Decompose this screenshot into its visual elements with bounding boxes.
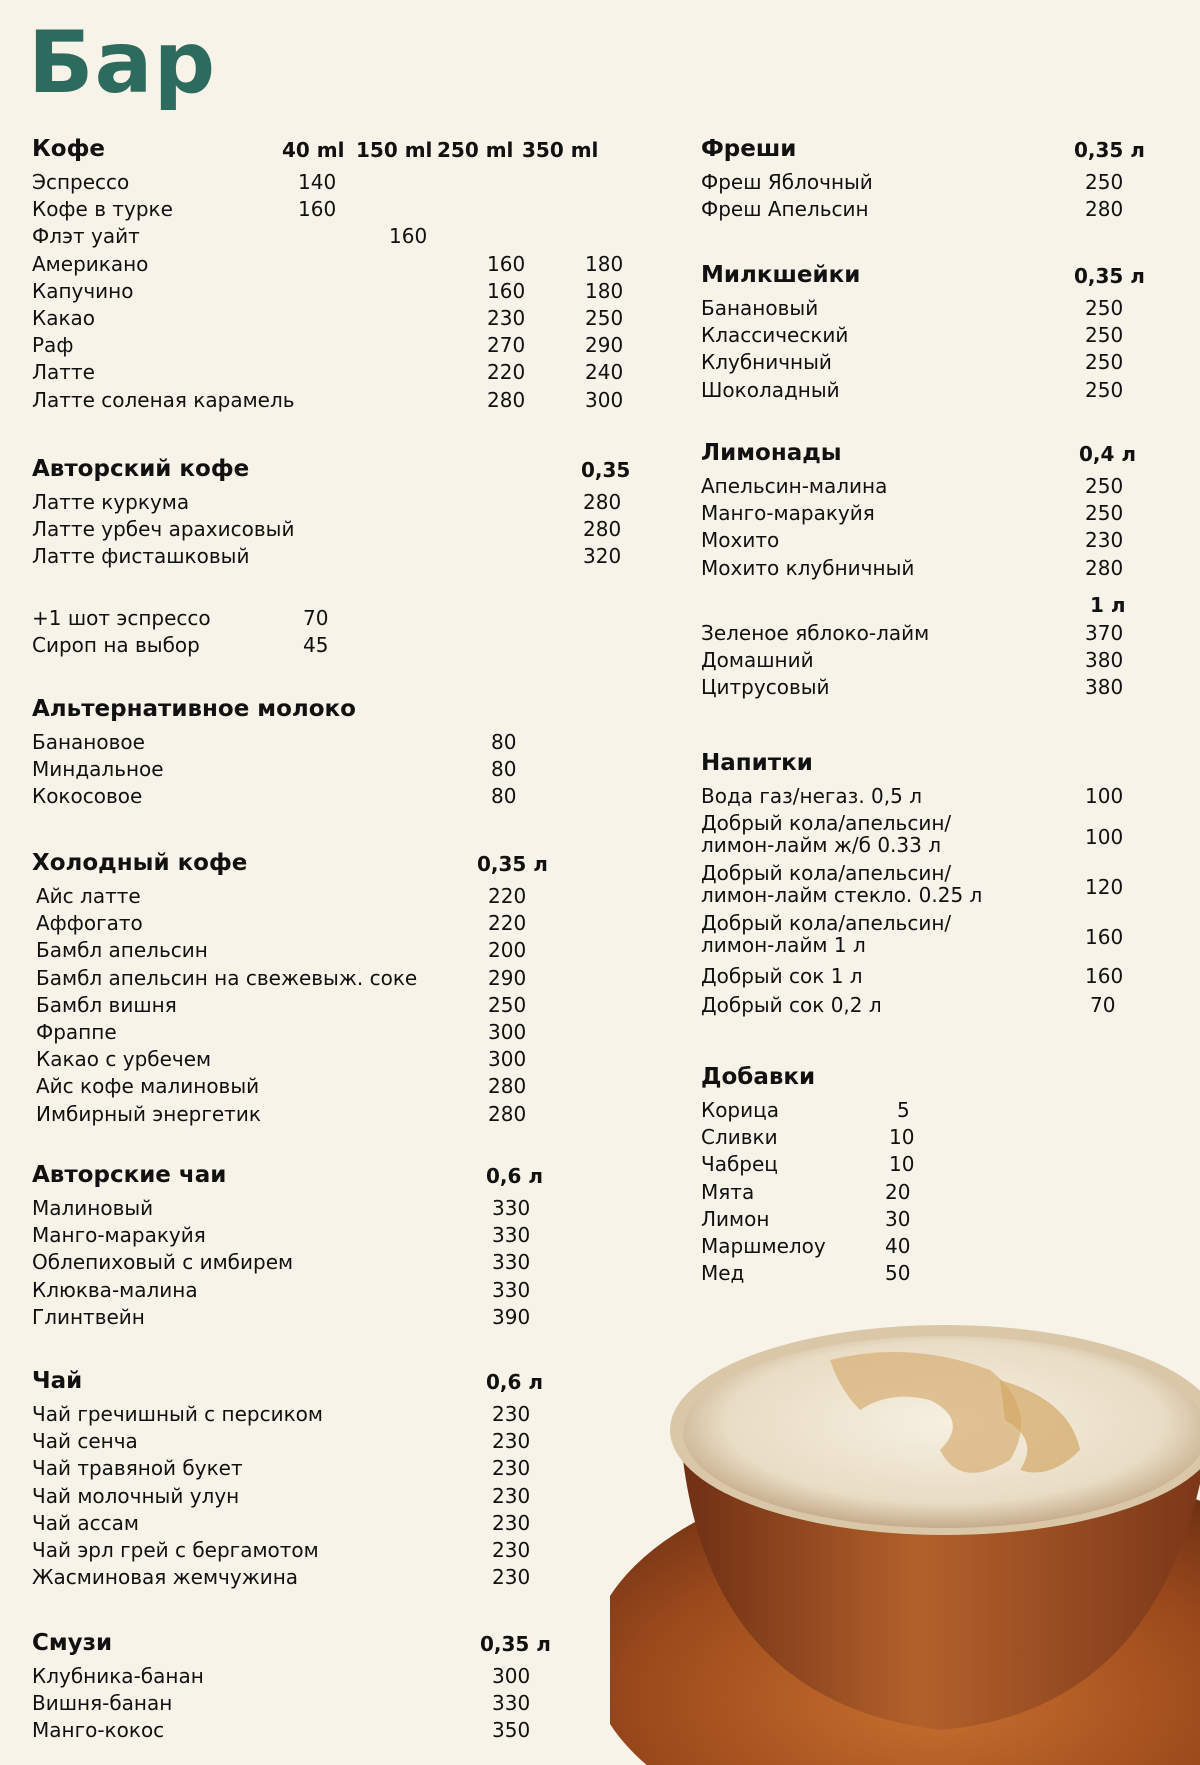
item-price: 250 xyxy=(1085,474,1124,498)
item-price: 280 xyxy=(583,490,622,514)
item-price: 300 xyxy=(492,1664,531,1688)
list-item xyxy=(32,909,632,936)
list-item xyxy=(701,1178,1001,1205)
list-item xyxy=(32,542,632,569)
item-price: 330 xyxy=(492,1196,531,1220)
price-40: 160 xyxy=(298,197,337,222)
item-name: Вишня-банан xyxy=(32,1691,173,1716)
list-item xyxy=(701,168,1171,195)
list-item xyxy=(701,348,1171,375)
item-name: Чай молочный улун xyxy=(32,1483,240,1508)
section-header xyxy=(701,436,1171,472)
item-name: Жасминовая жемчужина xyxy=(32,1565,299,1590)
list-item xyxy=(32,991,632,1018)
price-350: 180 xyxy=(585,251,624,276)
item-price: 20 xyxy=(885,1179,911,1204)
section-header xyxy=(32,452,632,488)
item-name: Капучино xyxy=(32,278,134,303)
section-title: Авторский кофе xyxy=(32,456,250,482)
list-item xyxy=(701,1096,1001,1123)
list-item xyxy=(32,604,432,631)
item-name: Фраппе xyxy=(36,1019,117,1044)
price-350: 250 xyxy=(585,305,624,330)
item-name: Бамбл апельсин на свежевыж. соке xyxy=(36,965,418,990)
item-name: Клубничный xyxy=(701,350,832,375)
section-size: 0,6 л xyxy=(486,1370,544,1394)
item-name: Айс кофе малиновый xyxy=(36,1074,260,1099)
item-price: 200 xyxy=(488,938,527,963)
list-item xyxy=(32,631,432,658)
item-name-line2: лимон-лайм ж/б 0.33 л xyxy=(701,833,941,857)
list-item xyxy=(32,964,632,991)
item-name: Кофе в турке xyxy=(32,197,173,222)
section-fresh xyxy=(701,132,1171,222)
item-price: 120 xyxy=(1085,875,1124,899)
item-price: 250 xyxy=(1085,296,1124,320)
list-item xyxy=(701,472,1171,499)
list-item xyxy=(32,1563,632,1590)
list-item xyxy=(32,1045,632,1072)
item-price: 370 xyxy=(1085,620,1124,645)
item-price: 230 xyxy=(492,1483,531,1508)
item-price: 280 xyxy=(1085,197,1124,222)
item-price: 250 xyxy=(488,992,527,1017)
item-price: 230 xyxy=(492,1429,531,1454)
list-item xyxy=(32,1716,632,1743)
item-name: Имбирный энергетик xyxy=(36,1101,261,1126)
item-price: 300 xyxy=(488,1047,527,1072)
item-price: 70 xyxy=(1090,993,1116,1017)
item-name: Шоколадный xyxy=(701,377,840,402)
list-item xyxy=(701,1232,1001,1259)
section-size: 0,35 xyxy=(581,458,631,482)
list-item xyxy=(701,554,1171,581)
list-item xyxy=(701,862,1171,912)
item-name-line2: лимон-лайм стекло. 0.25 л xyxy=(701,883,983,907)
item-name: Клубника-банан xyxy=(32,1664,204,1688)
list-item xyxy=(701,646,1171,673)
section-alt-milk xyxy=(32,692,632,810)
item-name-line1: Добрый кола/апельсин/ xyxy=(701,861,952,885)
item-price: 80 xyxy=(491,784,517,809)
list-item xyxy=(701,991,1171,1020)
section-smoothies xyxy=(32,1626,632,1744)
item-name: Облепиховый с имбирем xyxy=(32,1250,294,1275)
item-price: 10 xyxy=(889,1125,915,1150)
section-header xyxy=(701,258,1171,294)
item-name: Мята xyxy=(701,1179,755,1204)
section-title: Лимонады xyxy=(701,440,842,466)
list-item xyxy=(701,321,1171,348)
item-name-line1: Добрый кола/апельсин/ xyxy=(701,911,952,935)
section-header xyxy=(701,1060,1001,1096)
item-name: Чай эрл грей с бергамотом xyxy=(32,1537,319,1562)
section-size: 0,35 л xyxy=(1074,138,1145,162)
list-item xyxy=(32,1276,632,1303)
section-size: 0,4 л xyxy=(1079,442,1137,466)
section-title: Добавки xyxy=(701,1064,816,1090)
item-price: 230 xyxy=(492,1510,531,1535)
section-title: Чай xyxy=(32,1368,83,1394)
item-name: Мед xyxy=(701,1261,745,1286)
section-extras xyxy=(32,604,432,658)
list-item xyxy=(701,812,1171,862)
list-item xyxy=(32,250,632,277)
item-price: 70 xyxy=(303,606,329,630)
list-item xyxy=(701,195,1171,222)
list-item xyxy=(701,962,1171,991)
item-price: 80 xyxy=(491,757,517,782)
item-price: 220 xyxy=(488,884,527,908)
list-item xyxy=(32,515,632,542)
list-item xyxy=(32,1248,632,1275)
list-item xyxy=(32,1536,632,1563)
item-name: Латте куркума xyxy=(32,490,190,514)
list-item xyxy=(32,1303,632,1330)
list-item xyxy=(32,728,632,755)
item-price: 380 xyxy=(1085,675,1124,700)
list-item xyxy=(701,782,1171,812)
item-name: Чай гречишный с персиком xyxy=(32,1402,323,1426)
item-price: 50 xyxy=(885,1261,911,1286)
item-price: 80 xyxy=(491,730,517,754)
item-name: Фреш Апельсин xyxy=(701,197,869,222)
item-name xyxy=(701,912,951,956)
item-price: 280 xyxy=(488,1074,527,1099)
list-item xyxy=(701,499,1171,526)
section-size: 0,35 л xyxy=(1074,264,1145,288)
size-40ml: 40 ml xyxy=(282,138,345,162)
section-header xyxy=(32,846,632,882)
item-price: 380 xyxy=(1085,647,1124,672)
section-coffee xyxy=(32,132,632,413)
list-item xyxy=(32,755,632,782)
section-lemonades xyxy=(701,436,1171,700)
list-item xyxy=(701,912,1171,962)
item-name: Маршмелоу xyxy=(701,1233,826,1258)
section-title: Кофе xyxy=(32,136,106,162)
list-item xyxy=(32,304,632,331)
item-name: Айс латте xyxy=(36,884,141,908)
item-price: 100 xyxy=(1085,825,1124,849)
price-250: 160 xyxy=(487,251,526,276)
item-name xyxy=(701,862,982,906)
item-name xyxy=(701,812,951,856)
item-price: 350 xyxy=(492,1718,531,1743)
item-price: 220 xyxy=(488,911,527,936)
item-name: Манго-маракуйя xyxy=(32,1223,206,1248)
item-price: 320 xyxy=(583,544,622,569)
item-price: 10 xyxy=(889,1152,915,1177)
item-price: 330 xyxy=(492,1277,531,1302)
item-name: Добрый сок 1 л xyxy=(701,964,863,988)
item-price: 280 xyxy=(488,1101,527,1126)
item-name: Банановый xyxy=(701,296,819,320)
item-name: Какао с урбечем xyxy=(36,1047,212,1072)
section-title: Холодный кофе xyxy=(32,850,248,876)
list-item xyxy=(32,195,632,222)
list-item xyxy=(32,222,632,249)
price-250: 220 xyxy=(487,360,526,385)
section-title: Напитки xyxy=(701,750,813,776)
list-item xyxy=(32,1427,632,1454)
item-price: 40 xyxy=(885,1233,911,1258)
list-item xyxy=(32,1689,632,1716)
list-item xyxy=(701,1259,1001,1286)
item-name: Эспрессо xyxy=(32,170,130,194)
item-name: Сливки xyxy=(701,1125,778,1150)
item-price: 280 xyxy=(583,517,622,542)
item-price: 230 xyxy=(492,1565,531,1590)
item-name: Апельсин-малина xyxy=(701,474,888,498)
item-name: Бамбл вишня xyxy=(36,992,177,1017)
price-150: 160 xyxy=(389,224,428,249)
list-item xyxy=(32,1454,632,1481)
section-size: 0,35 л xyxy=(480,1632,551,1656)
item-name: Миндальное xyxy=(32,757,164,782)
section-header xyxy=(32,1158,632,1194)
list-item xyxy=(701,1150,1001,1177)
section-cold-coffee xyxy=(32,846,632,1127)
item-name: Манго-кокос xyxy=(32,1718,165,1743)
item-price: 280 xyxy=(1085,555,1124,580)
item-name: Латте xyxy=(32,360,95,385)
section-header xyxy=(32,1626,632,1662)
list-item xyxy=(701,673,1171,700)
item-price: 390 xyxy=(492,1304,531,1329)
list-item xyxy=(32,1482,632,1509)
list-item xyxy=(32,882,632,909)
item-price: 330 xyxy=(492,1250,531,1275)
item-price: 250 xyxy=(1085,501,1124,526)
item-name: Мохито клубничный xyxy=(701,555,915,580)
item-name: Домашний xyxy=(701,647,814,672)
size-350ml: 350 ml xyxy=(522,138,599,162)
page-title: Бар xyxy=(28,13,217,113)
item-name: Зеленое яблоко-лайм xyxy=(701,620,930,645)
item-name: Мохито xyxy=(701,528,780,553)
section-size: 0,6 л xyxy=(486,1164,544,1188)
item-price: 100 xyxy=(1085,784,1124,808)
item-price: 250 xyxy=(1085,377,1124,402)
item-name: Чай ассам xyxy=(32,1510,139,1535)
list-item xyxy=(32,1194,632,1221)
section-tea xyxy=(32,1364,632,1590)
list-item xyxy=(701,526,1171,553)
list-item xyxy=(32,277,632,304)
item-price: 300 xyxy=(488,1019,527,1044)
item-name: Чай травяной букет xyxy=(32,1456,243,1481)
section-title: Авторские чаи xyxy=(32,1162,227,1188)
list-item xyxy=(32,1662,632,1689)
item-name: Американо xyxy=(32,251,149,276)
section-header xyxy=(32,692,632,728)
item-price: 5 xyxy=(897,1098,910,1122)
item-name: Вода газ/негаз. 0,5 л xyxy=(701,784,922,808)
item-name: Фреш Яблочный xyxy=(701,170,873,194)
list-item xyxy=(701,1123,1001,1150)
item-name: Флэт уайт xyxy=(32,224,140,249)
item-price: 230 xyxy=(1085,528,1124,553)
item-name: Корица xyxy=(701,1098,779,1122)
list-item xyxy=(32,1100,632,1127)
list-item xyxy=(701,294,1171,321)
price-250: 230 xyxy=(487,305,526,330)
item-name: Клюква-малина xyxy=(32,1277,198,1302)
list-item xyxy=(32,1072,632,1099)
item-price: 250 xyxy=(1085,323,1124,348)
size-150ml: 150 ml xyxy=(356,138,433,162)
item-name: Латте урбеч арахисовый xyxy=(32,517,295,542)
price-350: 180 xyxy=(585,278,624,303)
item-name: Кокосовое xyxy=(32,784,143,809)
size-250ml: 250 ml xyxy=(437,138,514,162)
section-title: Альтернативное молоко xyxy=(32,696,356,722)
item-price: 290 xyxy=(488,965,527,990)
price-40: 140 xyxy=(298,170,337,194)
list-item xyxy=(32,782,632,809)
item-name: Сироп на выбор xyxy=(32,633,200,658)
price-250: 160 xyxy=(487,278,526,303)
section-header xyxy=(701,132,1171,168)
item-name: Банановое xyxy=(32,730,145,754)
section-title: Милкшейки xyxy=(701,262,861,288)
item-price: 30 xyxy=(885,1206,911,1231)
item-name: Чабрец xyxy=(701,1152,778,1177)
list-item xyxy=(32,1509,632,1536)
item-name: Классический xyxy=(701,323,849,348)
list-item xyxy=(32,331,632,358)
section-subheader xyxy=(701,587,1171,619)
section-author-coffee xyxy=(32,452,632,570)
list-item xyxy=(32,1400,632,1427)
item-name: Бамбл апельсин xyxy=(36,938,208,963)
list-item xyxy=(32,1018,632,1045)
price-350: 300 xyxy=(585,387,624,412)
list-item xyxy=(701,619,1171,646)
list-item xyxy=(32,488,632,515)
list-item xyxy=(32,936,632,963)
list-item xyxy=(32,168,632,195)
item-price: 230 xyxy=(492,1537,531,1562)
section-size: 0,35 л xyxy=(477,852,548,876)
item-name: Лимон xyxy=(701,1206,770,1231)
item-name-line1: Добрый кола/апельсин/ xyxy=(701,811,952,835)
section-header xyxy=(32,1364,632,1400)
price-250: 280 xyxy=(487,387,526,412)
item-name: Аффогато xyxy=(36,911,143,936)
item-name: Какао xyxy=(32,305,96,330)
item-name: +1 шот эспрессо xyxy=(32,606,211,630)
item-name-line2: лимон-лайм 1 л xyxy=(701,933,866,957)
price-350: 240 xyxy=(585,360,624,385)
item-name: Глинтвейн xyxy=(32,1304,145,1329)
list-item xyxy=(32,386,632,413)
section-milkshakes xyxy=(701,258,1171,403)
item-name: Добрый сок 0,2 л xyxy=(701,993,882,1017)
list-item xyxy=(32,1221,632,1248)
list-item xyxy=(32,358,632,385)
section-title: Смузи xyxy=(32,1630,113,1656)
item-name: Малиновый xyxy=(32,1196,154,1220)
item-name: Латте фисташковый xyxy=(32,544,250,569)
list-item xyxy=(701,1205,1001,1232)
coffee-cup-image xyxy=(610,1320,1200,1765)
item-name: Раф xyxy=(32,333,74,358)
section-title: Фреши xyxy=(701,136,797,162)
item-name: Манго-маракуйя xyxy=(701,501,875,526)
item-price: 45 xyxy=(303,633,329,658)
item-price: 160 xyxy=(1085,925,1124,949)
section-size-1l: 1 л xyxy=(1090,592,1126,617)
section-header xyxy=(701,746,1171,782)
item-price: 330 xyxy=(492,1223,531,1248)
item-name: Чай сенча xyxy=(32,1429,138,1454)
item-price: 250 xyxy=(1085,170,1124,194)
item-price: 330 xyxy=(492,1691,531,1716)
section-author-tea xyxy=(32,1158,632,1330)
price-350: 290 xyxy=(585,333,624,358)
list-item xyxy=(701,376,1171,403)
item-name: Цитрусовый xyxy=(701,675,830,700)
section-drinks xyxy=(701,746,1171,1020)
item-price: 230 xyxy=(492,1456,531,1481)
item-price: 230 xyxy=(492,1402,531,1426)
item-price: 160 xyxy=(1085,964,1124,988)
item-price: 250 xyxy=(1085,350,1124,375)
price-250: 270 xyxy=(487,333,526,358)
item-name: Латте соленая карамель xyxy=(32,387,295,412)
section-addons xyxy=(701,1060,1001,1286)
section-header xyxy=(32,132,632,168)
